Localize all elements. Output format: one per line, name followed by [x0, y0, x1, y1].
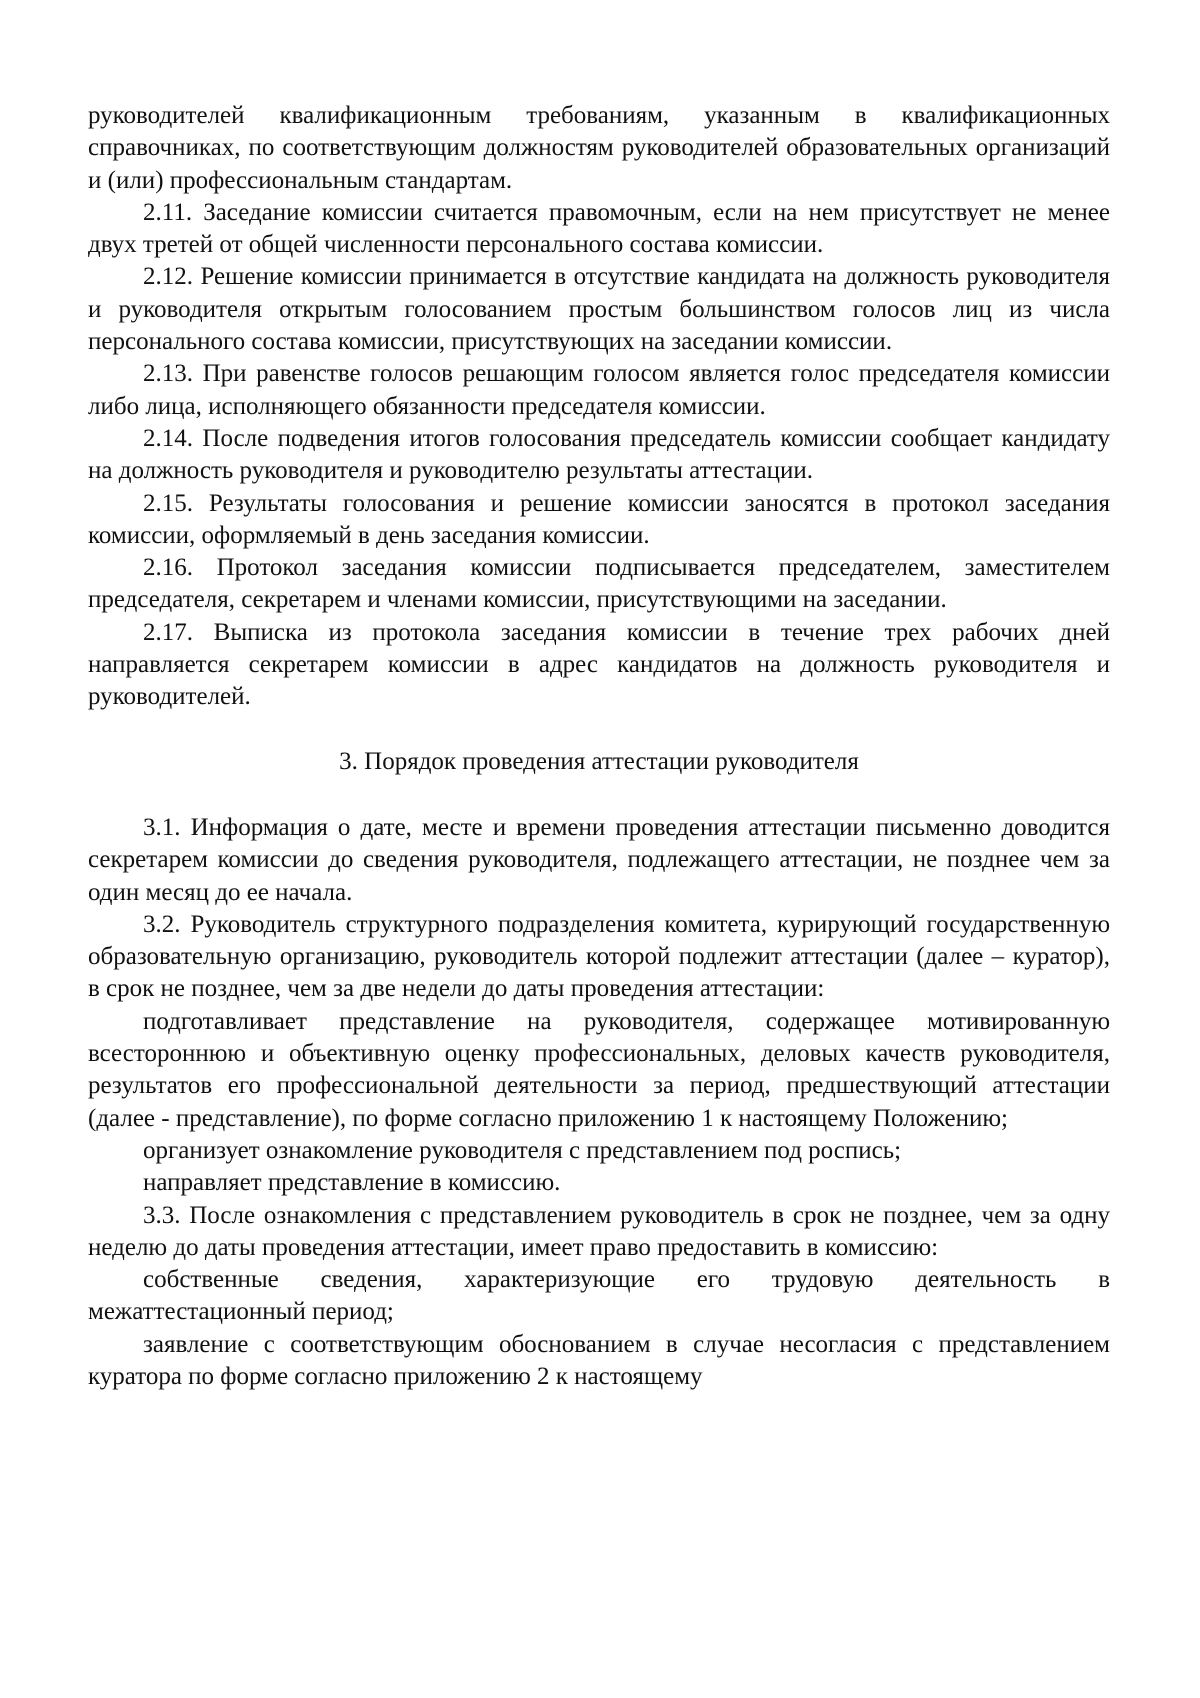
paragraph-3-2-item-1: подготавливает представление на руководителя, содержащее мотивированную всестороннюю и объективную оценку профессиональных, деловых качеств руководителя, результатов его профессиональной деятельности за период, предшествующий аттестации (далее - представление), по форме согласно приложению 1 к настоящему Положению;: [88, 1007, 1110, 1132]
paragraph-2-14: 2.14. После подведения итогов голосования председатель комиссии сообщает кандидату на должность руководителя и руководителю результаты аттестации.: [88, 424, 1110, 485]
paragraph-2-16: 2.16. Протокол заседания комиссии подписывается председателем, заместителем председателя, секретарем и членами комиссии, присутствующими на заседании.: [88, 554, 1110, 614]
paragraph-continuation: руководителей квалификационным требованиям, указанным в квалификационных справочниках, по соответствующим должностям руководителей образовательных организаций и (или) профессиональным стандартам.: [88, 102, 1110, 194]
paragraph-2-11: 2.11. Заседание комиссии считается правомочным, если на нем присутствует не менее двух третей от общей численности персонального состава комиссии.: [88, 198, 1110, 259]
paragraph-3-2: 3.2. Руководитель структурного подразделения комитета, курирующий государственную образовательную организацию, руководитель которой подлежит аттестации (далее – куратор), в срок не позднее, чем за две недели до даты проведения аттестации:: [88, 910, 1110, 1003]
paragraph-2-15: 2.15. Результаты голосования и решение комиссии заносятся в протокол заседания комиссии, оформляемый в день заседания комиссии.: [88, 489, 1110, 549]
paragraph-2-17: 2.17. Выписка из протокола заседания комиссии в течение трех рабочих дней направляется секретарем комиссии в адрес кандидатов на должность руководителя и руководителей.: [88, 618, 1110, 711]
paragraph-3-2-item-3: направляет представление в комиссию.: [143, 1169, 561, 1197]
paragraph-2-13: 2.13. При равенстве голосов решающим голосом является голос председателя комиссии либо лица, исполняющего обязанности председателя комиссии.: [88, 360, 1110, 420]
paragraph-2-12: 2.12. Решение комиссии принимается в отсутствие кандидата на должность руководителя и руководителя открытым голосованием простым большинством голосов лиц из числа персонального состава комиссии, присутствующих на заседании комиссии.: [88, 263, 1110, 356]
paragraph-3-3: 3.3. После ознакомления с представлением руководитель в срок не позднее, чем за одну неделю до даты проведения аттестации, имеет право предоставить в комиссию:: [88, 1201, 1110, 1261]
paragraph-3-2-item-2: организует ознакомление руководителя с представлением под роспись;: [143, 1136, 902, 1164]
section-title: 3. Порядок проведения аттестации руководителя: [339, 747, 859, 775]
paragraph-3-1: 3.1. Информация о дате, месте и времени проведения аттестации письменно доводится секретарем комиссии до сведения руководителя, подлежащего аттестации, не позднее чем за один месяц до ее начала.: [88, 813, 1110, 906]
paragraph-3-3-item-1: собственные сведения, характеризующие его трудовую деятельность в межаттестационный период;: [88, 1266, 1110, 1326]
document-page: [88, 100, 1110, 1393]
paragraph-3-3-item-2: заявление с соответствующим обоснованием в случае несогласия с представлением куратора по форме согласно приложению 2 к настоящему: [88, 1330, 1110, 1390]
